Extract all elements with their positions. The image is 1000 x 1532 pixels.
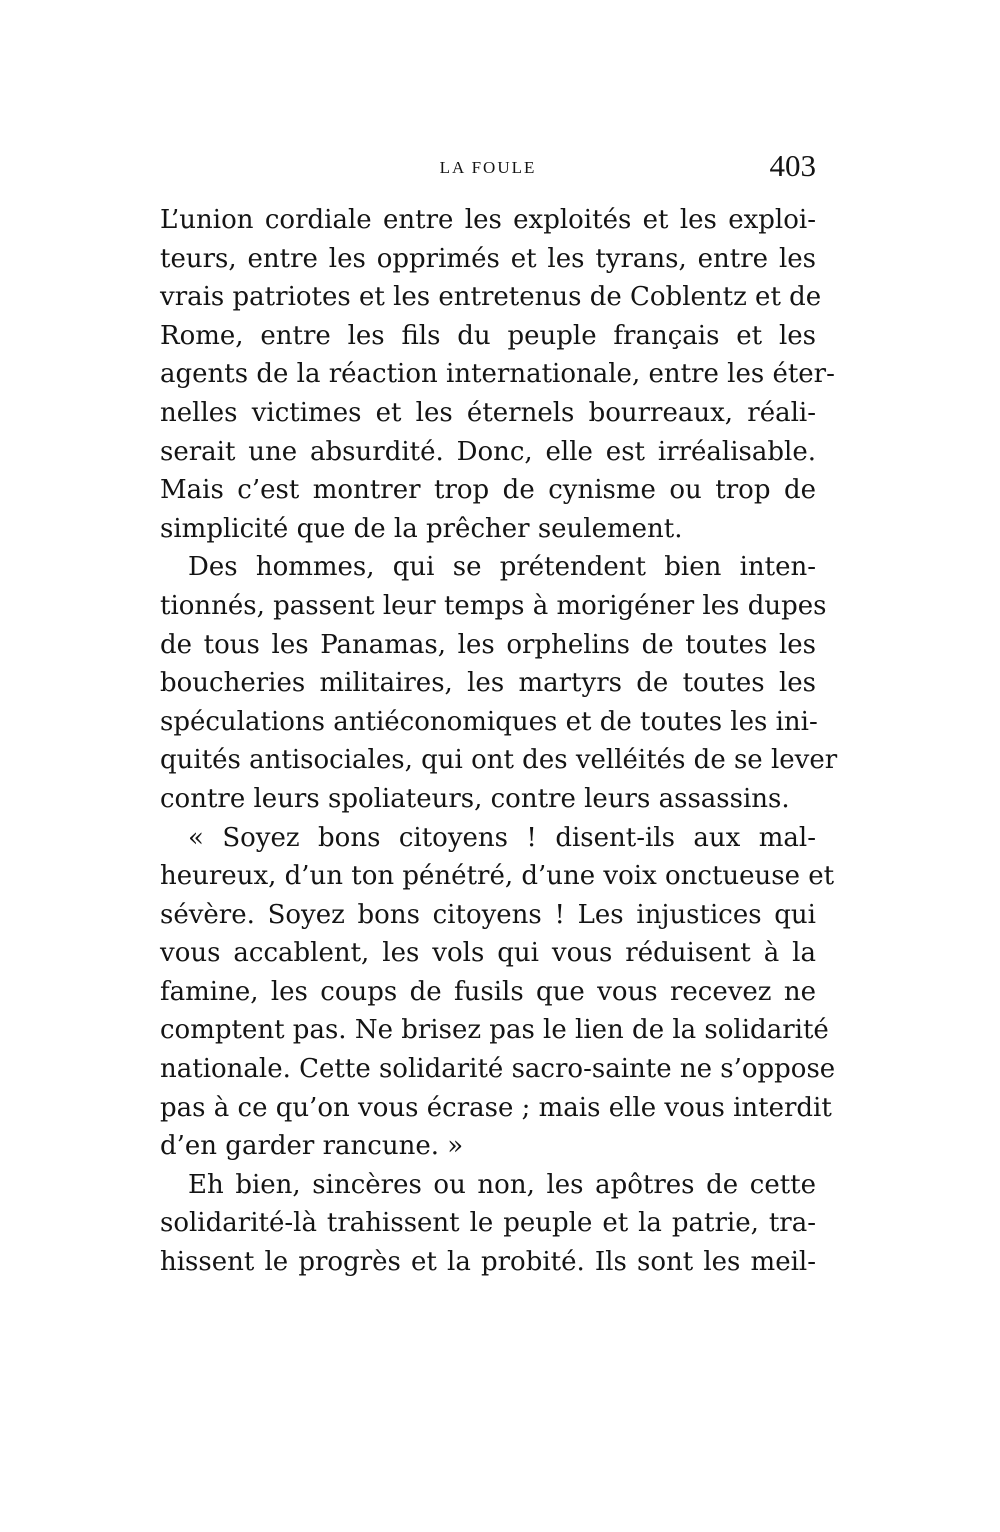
text-line: pas à ce qu’on vous écrase ; mais elle vous interdit	[160, 1092, 832, 1123]
text-line: d’en garder rancune. »	[160, 1131, 464, 1162]
text-line: vous accablent, les vols qui vous réduisent à la	[160, 938, 816, 969]
text-line: sévère. Soyez bons citoyens ! Les injustices qui	[160, 899, 816, 930]
text-line: Des hommes, qui se prétendent bien inten-	[188, 552, 816, 583]
text-line: hissent le progrès et la probité. Ils sont les meil-	[160, 1247, 816, 1278]
text-line: spéculations antiéconomiques et de toutes les ini-	[160, 706, 818, 737]
text-line: famine, les coups de fusils que vous recevez ne	[160, 976, 816, 1007]
text-line: nationale. Cette solidarité sacro-sainte ne s’oppose	[160, 1054, 836, 1085]
text-line: tionnés, passent leur temps à morigéner les dupes	[160, 590, 827, 621]
text-line: Eh bien, sincères ou non, les apôtres de cette	[188, 1169, 816, 1200]
body-text	[160, 201, 838, 1282]
text-line: Rome, entre les fils du peuple français et les	[160, 320, 816, 351]
text-line: nelles victimes et les éternels bourreaux, réali-	[160, 397, 816, 428]
page-number: 403	[769, 148, 816, 183]
text-line: contre leurs spoliateurs, contre leurs assassins.	[160, 783, 790, 814]
text-line: boucheries militaires, les martyrs de toutes les	[160, 668, 816, 699]
text-line: agents de la réaction internationale, entre les éter-	[160, 359, 835, 390]
text-line: heureux, d’un ton pénétré, d’une voix onctueuse et	[160, 861, 835, 892]
text-line: simplicité que de la prêcher seulement.	[160, 513, 683, 544]
text-line: serait une absurdité. Donc, elle est irréalisable.	[160, 436, 816, 467]
text-line: solidarité-là trahissent le peuple et la patrie, tra-	[160, 1208, 816, 1239]
text-line: quités antisociales, qui ont des velléités de se lever	[160, 745, 838, 776]
text-line: de tous les Panamas, les orphelins de toutes les	[160, 629, 816, 660]
running-title: LA FOULE	[439, 158, 537, 177]
text-line: teurs, entre les opprimés et les tyrans, entre les	[160, 243, 816, 274]
text-line: « Soyez bons citoyens ! disent-ils aux mal-	[188, 822, 816, 853]
text-line: vrais patriotes et les entretenus de Coblentz et de	[160, 282, 822, 313]
text-line: Mais c’est montrer trop de cynisme ou trop de	[160, 475, 816, 506]
text-line: L’union cordiale entre les exploités et les exploi-	[160, 205, 816, 235]
running-head	[160, 148, 816, 188]
text-line: comptent pas. Ne brisez pas le lien de la solidarité	[160, 1015, 829, 1046]
